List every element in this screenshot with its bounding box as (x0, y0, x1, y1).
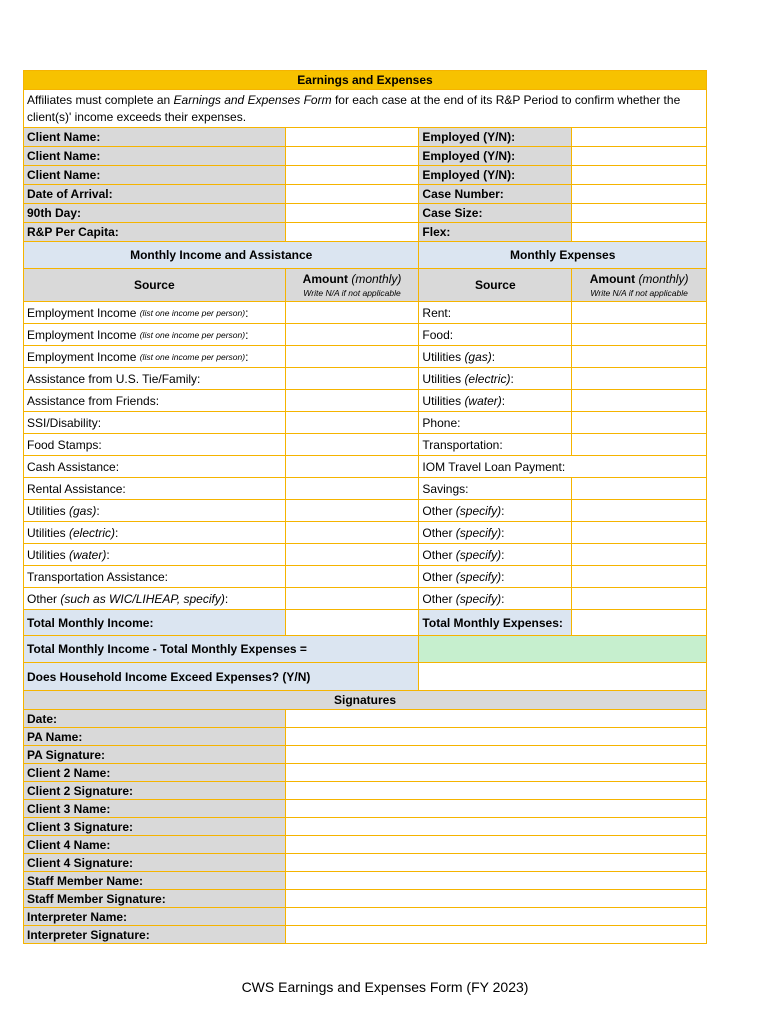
signature-row (23, 926, 707, 944)
client-info-field[interactable] (286, 166, 420, 185)
case-info-field[interactable] (572, 128, 707, 147)
signature-row (23, 746, 707, 764)
line-row (23, 500, 707, 522)
signature-field[interactable] (286, 746, 707, 764)
total-expenses-field[interactable] (572, 610, 707, 636)
signature-label: Client 3 Name: (24, 800, 286, 818)
column-header-row (23, 269, 707, 302)
client-info-row (23, 185, 707, 204)
expense-source-label: Rent: (419, 302, 572, 324)
case-info-field[interactable] (572, 204, 707, 223)
case-info-label: Employed (Y/N): (419, 166, 572, 185)
signature-label: Interpreter Name: (24, 908, 286, 926)
signatures-heading-row (23, 691, 707, 710)
income-amount-field[interactable] (286, 368, 420, 390)
signatures-section (23, 710, 707, 944)
expenses-heading: Monthly Expenses (419, 242, 707, 269)
case-info-label: Employed (Y/N): (419, 128, 572, 147)
income-amount-field[interactable] (286, 544, 420, 566)
case-info-label: Employed (Y/N): (419, 147, 572, 166)
income-amount-field[interactable] (286, 412, 420, 434)
expense-amount-field[interactable] (572, 324, 707, 346)
case-info-field[interactable] (572, 223, 707, 242)
client-info-label: 90th Day: (24, 204, 286, 223)
income-source-label: Utilities (gas) : (24, 500, 286, 522)
total-income-label: Total Monthly Income: (24, 610, 286, 636)
expense-source-label: Other (specify) : (419, 500, 572, 522)
line-row (23, 390, 707, 412)
income-source-label: Employment Income (list one income per person) : (24, 346, 286, 368)
expense-source-label: Utilities (electric) : (419, 368, 572, 390)
expense-source-label: Other (specify) : (419, 588, 572, 610)
line-row (23, 412, 707, 434)
client-info-row (23, 147, 707, 166)
case-info-field[interactable] (572, 166, 707, 185)
expense-source-label: Utilities (gas) : (419, 346, 572, 368)
income-amount-field[interactable] (286, 346, 420, 368)
signature-label: Client 3 Signature: (24, 818, 286, 836)
case-info-field[interactable] (572, 185, 707, 204)
expense-source-label: Other (specify) : (419, 544, 572, 566)
income-heading: Monthly Income and Assistance (24, 242, 419, 269)
income-source-label: Rental Assistance: (24, 478, 286, 500)
signature-label: PA Signature: (24, 746, 286, 764)
signature-field[interactable] (286, 782, 707, 800)
expense-amount-field[interactable] (572, 390, 707, 412)
income-amount-field[interactable] (286, 302, 420, 324)
expense-source-label: Transportation: (419, 434, 572, 456)
net-field[interactable] (419, 636, 707, 663)
income-source-label: Cash Assistance: (24, 456, 286, 478)
signature-row (23, 800, 707, 818)
line-row (23, 522, 707, 544)
net-row (23, 636, 707, 663)
signature-label: Staff Member Name: (24, 872, 286, 890)
signature-field[interactable] (286, 818, 707, 836)
signature-label: Client 2 Signature: (24, 782, 286, 800)
footer-text: CWS Earnings and Expenses Form (FY 2023) (241, 979, 529, 995)
signature-field[interactable] (286, 854, 707, 872)
signature-row (23, 854, 707, 872)
signature-field[interactable] (286, 728, 707, 746)
line-row (23, 544, 707, 566)
income-source-label: SSI/Disability: (24, 412, 286, 434)
expense-amount-field[interactable] (572, 544, 707, 566)
income-amount-field[interactable] (286, 500, 420, 522)
signature-label: PA Name: (24, 728, 286, 746)
net-label: Total Monthly Income - Total Monthly Expenses = (24, 636, 419, 663)
totals-row (23, 610, 707, 636)
income-amount-field[interactable] (286, 390, 420, 412)
income-amount-field[interactable] (286, 478, 420, 500)
client-info-row (23, 204, 707, 223)
client-info-row (23, 128, 707, 147)
income-expense-lines (23, 302, 707, 610)
line-row (23, 368, 707, 390)
client-info-label: R&P Per Capita: (24, 223, 286, 242)
income-source-label: Assistance from Friends: (24, 390, 286, 412)
income-amount-field[interactable] (286, 566, 420, 588)
expense-source-label: Food: (419, 324, 572, 346)
signature-field[interactable] (286, 764, 707, 782)
client-info-field[interactable] (286, 204, 420, 223)
case-info-label: Case Size: (419, 204, 572, 223)
client-info-field[interactable] (286, 128, 420, 147)
expense-source-label: Other (specify) : (419, 522, 572, 544)
income-amount-header: Amount (monthly) Write N/A if not applicable (286, 269, 420, 302)
income-amount-field[interactable] (286, 456, 420, 478)
form-title-row (23, 70, 707, 90)
signature-row (23, 836, 707, 854)
expense-source-label: Utilities (water) : (419, 390, 572, 412)
signature-row (23, 818, 707, 836)
signature-label: Staff Member Signature: (24, 890, 286, 908)
client-info-section (23, 128, 707, 242)
intro-text: Affiliates must complete an Earnings and Expenses Form for each case at the end of its R&P Period to confirm whether the client(s)' income exceeds their expenses. (24, 90, 707, 128)
expense-amount-field[interactable] (572, 588, 707, 610)
signature-label: Client 2 Name: (24, 764, 286, 782)
line-row (23, 302, 707, 324)
expense-amount-field[interactable] (572, 566, 707, 588)
signature-label: Client 4 Name: (24, 836, 286, 854)
client-info-row (23, 223, 707, 242)
income-source-header: Source (24, 269, 286, 302)
total-expenses-label: Total Monthly Expenses: (419, 610, 572, 636)
client-info-field[interactable] (286, 185, 420, 204)
exceed-row (23, 663, 707, 691)
expense-source-label: Savings: (419, 478, 572, 500)
line-row (23, 566, 707, 588)
signature-field[interactable] (286, 800, 707, 818)
exceed-field[interactable] (419, 663, 707, 691)
line-row (23, 324, 707, 346)
expense-amount-header: Amount (monthly) Write N/A if not applicable (572, 269, 707, 302)
income-source-label: Transportation Assistance: (24, 566, 286, 588)
exceed-label: Does Household Income Exceed Expenses? (Y/N) (24, 663, 419, 691)
client-info-label: Client Name: (24, 128, 286, 147)
signature-row (23, 728, 707, 746)
expense-amount-field[interactable] (572, 412, 707, 434)
signature-field[interactable] (286, 872, 707, 890)
line-row (23, 434, 707, 456)
expense-amount-field[interactable] (572, 434, 707, 456)
client-info-field[interactable] (286, 147, 420, 166)
expense-amount-field[interactable] (572, 500, 707, 522)
form-title: Earnings and Expenses (24, 71, 707, 90)
signature-row (23, 764, 707, 782)
signature-row (23, 710, 707, 728)
signature-row (23, 782, 707, 800)
signature-field[interactable] (286, 890, 707, 908)
income-source-label: Employment Income (list one income per person) : (24, 302, 286, 324)
income-amount-field[interactable] (286, 588, 420, 610)
signature-field[interactable] (286, 908, 707, 926)
expense-amount-field[interactable] (572, 368, 707, 390)
line-row (23, 478, 707, 500)
case-info-label: Flex: (419, 223, 572, 242)
signature-row (23, 908, 707, 926)
client-info-label: Date of Arrival: (24, 185, 286, 204)
signature-label: Interpreter Signature: (24, 926, 286, 944)
income-source-label: Utilities (water) : (24, 544, 286, 566)
total-income-field[interactable] (286, 610, 420, 636)
client-info-label: Client Name: (24, 147, 286, 166)
client-info-field[interactable] (286, 223, 420, 242)
signature-field[interactable] (286, 926, 707, 944)
earnings-expenses-form (23, 70, 707, 944)
income-source-label: Utilities (electric) : (24, 522, 286, 544)
signatures-heading: Signatures (24, 691, 707, 710)
expense-amount-field[interactable] (572, 346, 707, 368)
case-info-label: Case Number: (419, 185, 572, 204)
line-row (23, 588, 707, 610)
signature-field[interactable] (286, 710, 707, 728)
expense-source-label: Phone: (419, 412, 572, 434)
client-info-label: Client Name: (24, 166, 286, 185)
expense-amount-field[interactable] (572, 478, 707, 500)
signature-row (23, 872, 707, 890)
section-heading-row (23, 242, 707, 269)
income-source-label: Other (such as WIC/LIHEAP, specify) : (24, 588, 286, 610)
signature-field[interactable] (286, 836, 707, 854)
income-amount-field[interactable] (286, 324, 420, 346)
income-amount-field[interactable] (286, 522, 420, 544)
client-info-row (23, 166, 707, 185)
signature-row (23, 890, 707, 908)
signature-label: Date: (24, 710, 286, 728)
income-source-label: Employment Income (list one income per person) : (24, 324, 286, 346)
intro-row (23, 90, 707, 128)
signature-label: Client 4 Signature: (24, 854, 286, 872)
expense-amount-field[interactable] (572, 522, 707, 544)
line-row (23, 456, 707, 478)
expense-source-label: IOM Travel Loan Payment: (419, 456, 707, 478)
line-row (23, 346, 707, 368)
income-source-label: Assistance from U.S. Tie/Family: (24, 368, 286, 390)
expense-source-header: Source (419, 269, 572, 302)
expense-amount-field[interactable] (572, 302, 707, 324)
income-amount-field[interactable] (286, 434, 420, 456)
case-info-field[interactable] (572, 147, 707, 166)
income-source-label: Food Stamps: (24, 434, 286, 456)
expense-source-label: Other (specify) : (419, 566, 572, 588)
